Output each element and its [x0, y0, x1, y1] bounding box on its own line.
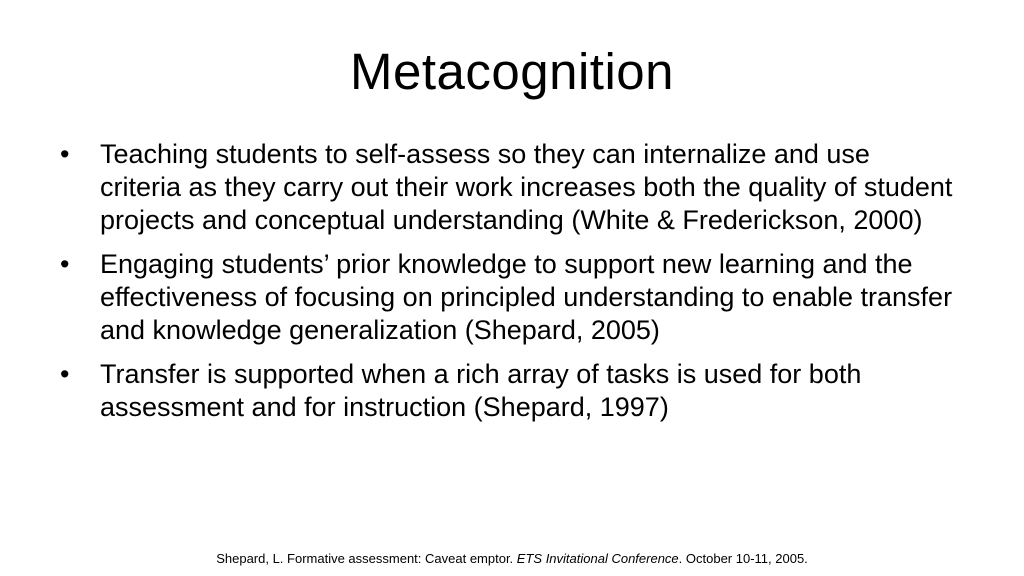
citation-conference: ETS Invitational Conference [516, 551, 679, 566]
bullet-dot-icon: • [60, 139, 70, 169]
slide-title: Metacognition [349, 43, 675, 100]
bullet-text: Engaging students’ prior knowledge to support new learning and the effectiveness of focusing on principled understanding to enable transfer and knowledge generalization (Shepard, 2005) [100, 249, 953, 345]
bullet-text: Teaching students to self-assess so they can internalize and use criteria as they carry out their work increases both the quality of student projects and conceptual understanding (White & Frederickson, 2000) [100, 139, 953, 235]
bullet-list [58, 138, 958, 435]
citation-footer [0, 550, 1024, 568]
citation-date: . October 10-11, 2005. [678, 551, 808, 566]
citation-text: Shepard, L. Formative assessment: Caveat emptor. [216, 551, 517, 566]
bullet-dot-icon: • [60, 359, 70, 389]
bullet-item [58, 138, 958, 237]
bullet-item [58, 248, 958, 347]
bullet-text: Transfer is supported when a rich array of tasks is used for both assessment and for instruction (Shepard, 1997) [100, 359, 862, 422]
bullet-dot-icon: • [60, 249, 70, 279]
bullet-item [58, 358, 958, 424]
